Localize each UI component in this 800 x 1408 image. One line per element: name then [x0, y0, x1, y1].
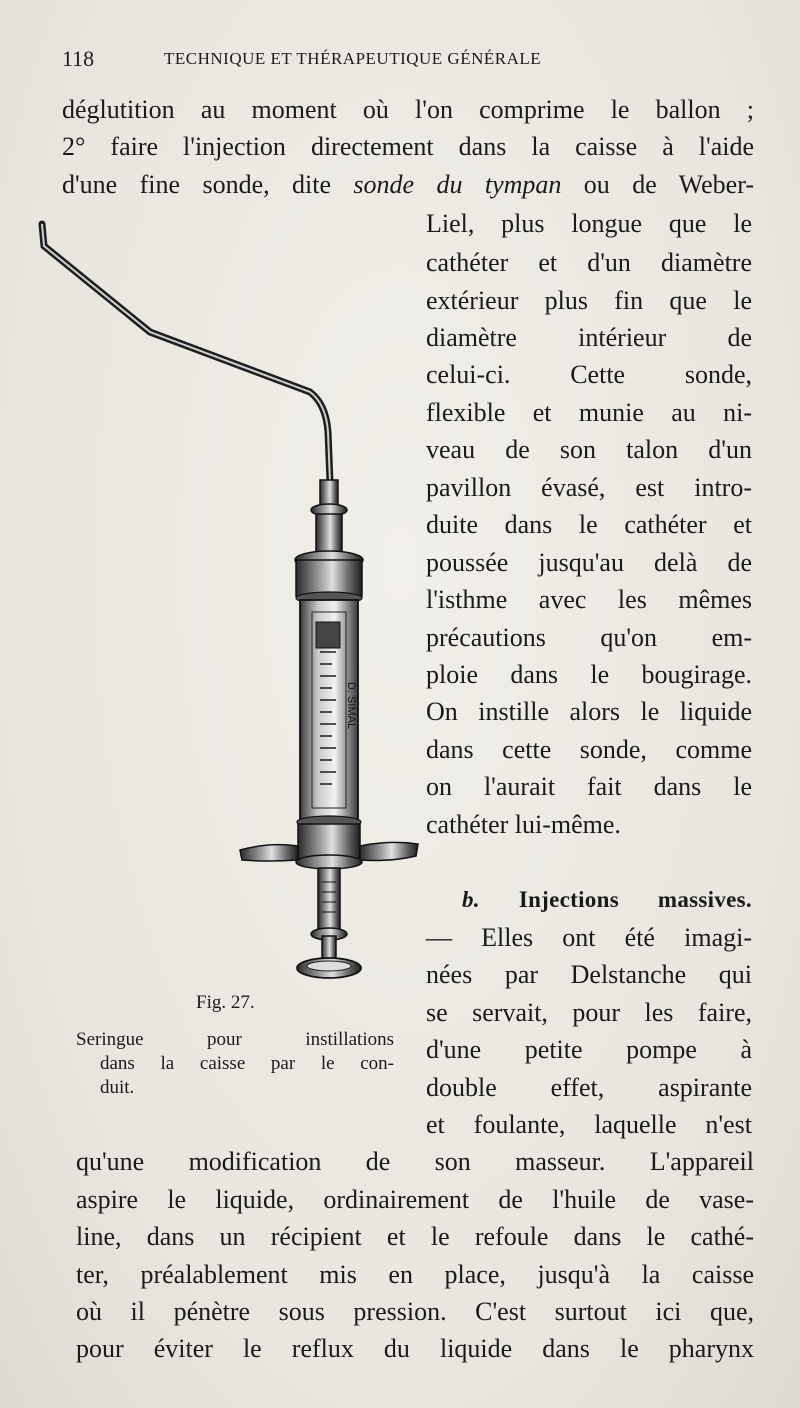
column-line: Liel, plus longue que le — [426, 209, 752, 238]
figure-label: Fig. 27. — [196, 992, 255, 1013]
body-line: line, dans un récipient et le refoule dans le cathé- — [76, 1222, 754, 1251]
column-line: d'une petite pompe à — [426, 1035, 752, 1064]
maker-engraving: D. SIMAL — [345, 682, 357, 730]
column-line: se servait, pour les faire, — [426, 998, 752, 1027]
column-line: on l'aurait fait dans le — [426, 772, 752, 801]
column-line: précautions qu'on em- — [426, 623, 752, 652]
body-line: aspire le liquide, ordinairement de l'huile de vase- — [76, 1185, 754, 1214]
section-heading: b. Injections massives. — [462, 887, 752, 912]
running-head: TECHNIQUE ET THÉRAPEUTIQUE GÉNÉRALE — [164, 49, 542, 68]
column-line: et foulante, laquelle n'est — [426, 1110, 752, 1139]
body-line: ter, préalablement mis en place, jusqu'à la caisse — [76, 1260, 754, 1289]
column-line: veau de son talon d'un — [426, 435, 752, 464]
column-line: extérieur plus fin que le — [426, 286, 752, 315]
column-line: nées par Delstanche qui — [426, 960, 752, 989]
column-line: double effet, aspirante — [426, 1073, 752, 1102]
page-header — [62, 46, 752, 72]
syringe-illustration — [30, 212, 430, 1002]
figure-caption-line: Seringue pour instillations — [76, 1029, 394, 1050]
section-heading-text: Injections massives. — [518, 887, 752, 912]
column-line: duite dans le cathéter et — [426, 510, 752, 539]
body-line: d'une fine sonde, dite sonde du tympan ou de Weber- — [62, 170, 754, 199]
column-line: flexible et munie au ni- — [426, 398, 752, 427]
column-line: pavillon évasé, est intro- — [426, 473, 752, 502]
figure-caption-line: dans la caisse par le con- — [100, 1053, 394, 1074]
body-line: déglutition au moment où l'on comprime le ballon ; — [62, 95, 754, 124]
body-line: pour éviter le reflux du liquide dans le pharynx — [76, 1334, 754, 1363]
column-line: poussée jusqu'au delà de — [426, 548, 752, 577]
column-line: cathéter lui-même. — [426, 810, 621, 839]
column-line: ploie dans le bougirage. — [426, 660, 752, 689]
body-line: où il pénètre sous pression. C'est surtout ici que, — [76, 1297, 754, 1326]
column-line: celui-ci. Cette sonde, — [426, 360, 752, 389]
column-line: l'isthme avec les mêmes — [426, 585, 752, 614]
column-line: — Elles ont été imagi- — [426, 923, 752, 952]
column-line: diamètre intérieur de — [426, 323, 752, 352]
page-number: 118 — [62, 46, 95, 71]
body-line: 2° faire l'injection directement dans la caisse à l'aide — [62, 132, 754, 161]
column-line: cathéter et d'un diamètre — [426, 248, 752, 277]
body-line: qu'une modification de son masseur. L'appareil — [76, 1147, 754, 1176]
figure-caption-line: duit. — [100, 1077, 135, 1098]
column-line: On instille alors le liquide — [426, 697, 752, 726]
column-line: dans cette sonde, comme — [426, 735, 752, 764]
